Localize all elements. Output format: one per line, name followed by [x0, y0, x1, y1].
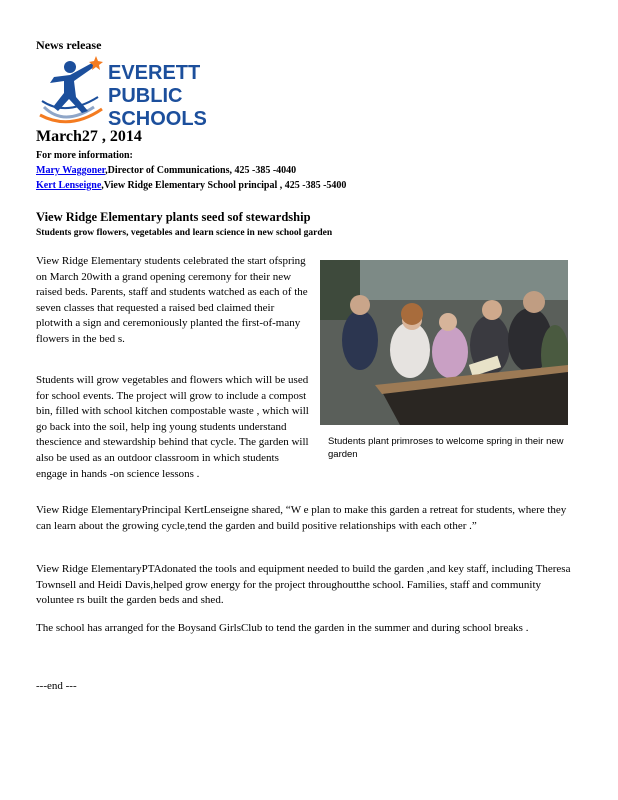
contact-line — [36, 165, 296, 176]
contact-details: ,View Ridge Elementary School principal , 425 -385 -5400 — [101, 180, 347, 191]
paragraph: View Ridge ElementaryPrincipal KertLenseigne shared, “W e plan to make this garden a retreat for students, where they can learn about the growing cycle,tend the garden and build positive relationships with each other .” — [36, 504, 567, 532]
paragraph: Students will grow vegetables and flowers which will be used for school events. The project will grow to include a compost bin, filled with school kitchen compostable waste , which will go back into the soil, help ing young students understand thescience and stewardship behind that cycle. The garden will also be used as an outdoor classroom in which students engage in hands -on science lessons . — [36, 374, 309, 480]
news-release-label: News release — [36, 38, 102, 52]
paragraph: View Ridge ElementaryPTAdonated the tools and equipment needed to build the garden ,and key staff, including Theresa Townsell and Heidi Davis,helped grow energy for the project throughoutthe school. Families, staff and community voluntee rs built the garden beds and shed. — [36, 563, 571, 607]
logo-line-1: EVERETT — [108, 62, 201, 84]
paragraph: View Ridge Elementary students celebrated the start ofspring on March 20with a grand opening ceremony for their new raised beds. Parents, staff and students watched as each of the seven classes that requested a raised bed claimed their plotwith a sign and ceremoniously planted the first-of-many flowers in the bed s. — [36, 255, 308, 345]
more-info-label: For more information: — [36, 150, 133, 161]
end-marker: ---end --- — [36, 680, 77, 692]
subheadline: Students grow flowers, vegetables and learn science in new school garden — [36, 228, 333, 238]
contact-details: ,Director of Communications, 425 -385 -4040 — [105, 165, 297, 176]
photo-caption: Students plant primroses to welcome spring in their new garden — [328, 436, 564, 460]
everett-public-schools-logo — [36, 55, 221, 130]
paragraph: The school has arranged for the Boysand GirlsClub to tend the garden in the summer and during school breaks . — [36, 622, 529, 634]
contact-link-mary-waggoner[interactable]: Mary Waggoner — [36, 165, 106, 176]
release-date: March27 , 2014 — [36, 128, 142, 145]
figure-icon — [50, 56, 103, 113]
logo-line-3: SCHOOLS — [108, 108, 207, 130]
garden-photo — [320, 260, 568, 425]
contact-line — [36, 180, 346, 191]
contact-link-kert-lenseigne[interactable]: Kert Lenseigne — [36, 180, 102, 191]
headline: View Ridge Elementary plants seed sof stewardship — [36, 210, 311, 224]
logo-line-2: PUBLIC — [108, 85, 183, 107]
